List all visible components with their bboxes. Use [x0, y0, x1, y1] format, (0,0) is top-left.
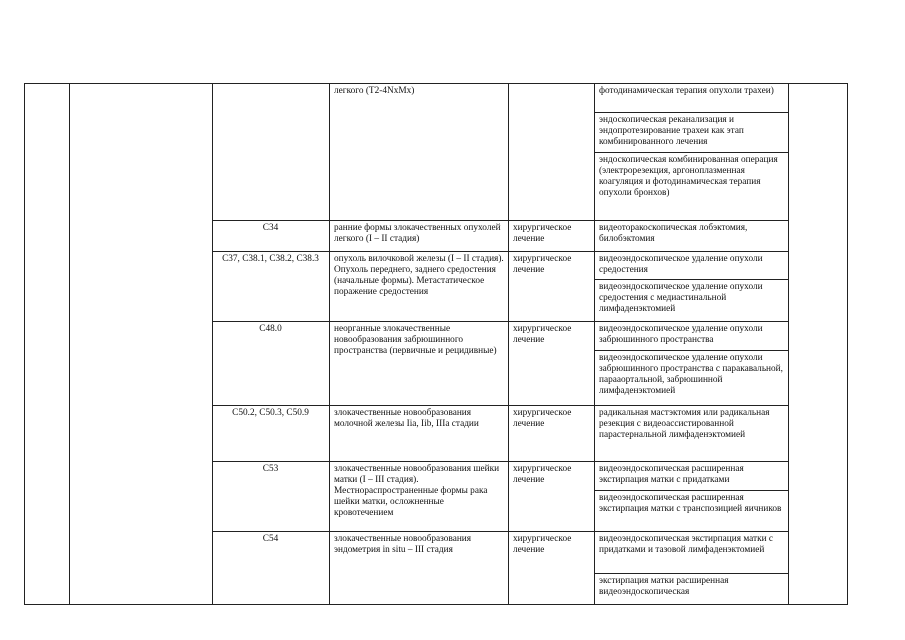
method-separator	[594, 112, 789, 113]
method-cell: видеоэндоскопическая расширенная экстирпация матки с придатками	[599, 464, 744, 485]
method-separator	[594, 152, 789, 153]
treatment-cell: хирургическое лечение	[513, 534, 572, 555]
row-separator	[212, 531, 789, 532]
diagnosis-cell: ранние формы злокачественных опухолей легкого (I – II стадия)	[334, 223, 501, 244]
column-divider	[788, 83, 789, 604]
table-border-left	[24, 83, 25, 604]
method-separator	[594, 573, 789, 574]
method-cell: видеоэндоскопическое удаление опухоли забрюшинного пространства с паракавальной, парааортальной, забрюшинной лимфаденэктомией	[599, 353, 783, 396]
diagnosis-cell: легкого (T2-4NxMx)	[334, 86, 415, 96]
code-cell: C34	[262, 223, 279, 233]
diagnosis-cell: злокачественные новообразования молочной железы Iia, Iib, IIIa стадии	[334, 408, 479, 429]
method-cell: фотодинамическая терапия опухоли трахеи)	[599, 86, 774, 96]
method-cell: эндоскопическая комбинированная операция (электрорезекция, аргоноплазменная коагуляция и фотодинамическая терапия опухоли бронхов)	[599, 155, 778, 198]
treatment-cell: хирургическое лечение	[513, 223, 572, 244]
method-cell: радикальная мастэктомия или радикальная резекция с видеоассистированной парастернальной лимфаденэктомией	[599, 408, 770, 440]
row-separator	[212, 321, 789, 322]
diagnosis-cell: злокачественные новообразования шейки матки (I – III стадия). Местнораспространенные формы рака шейки матки, осложненные кровотечением	[334, 464, 500, 518]
diagnosis-cell: неорганные злокачественные новообразования забрюшинного пространства (первичные и рецидивные)	[334, 324, 497, 356]
diagnosis-cell: опухоль вилочковой железы (I – II стадия). Опухоль переднего, заднего средостения (начальные формы). Метастатическое поражение средостения	[334, 254, 504, 297]
row-separator	[212, 405, 789, 406]
code-cell: C48.0	[259, 324, 282, 334]
code-cell: C50.2, C50.3, C50.9	[232, 408, 309, 418]
code-cell: C53	[262, 464, 279, 474]
row-separator	[212, 461, 789, 462]
treatment-cell: хирургическое лечение	[513, 408, 572, 429]
method-cell: видеоэндоскопическое удаление опухоли забрюшинного пространства	[599, 324, 763, 345]
row-separator	[212, 220, 789, 221]
column-divider	[508, 83, 509, 604]
method-cell: видеоэндоскопическое удаление опухоли средостения	[599, 254, 763, 275]
method-cell: экстирпация матки расширенная видеоэндоскопическая	[599, 576, 729, 597]
column-divider	[329, 83, 330, 604]
method-separator	[594, 279, 789, 280]
column-divider	[69, 83, 70, 604]
treatment-cell: хирургическое лечение	[513, 254, 572, 275]
code-cell: C37, C38.1, C38.2, C38.3	[222, 254, 319, 264]
method-cell: видеоэндоскопическая расширенная экстирпация матки с транспозицией яичников	[599, 493, 782, 514]
table-border-bottom	[24, 604, 848, 605]
column-divider	[594, 83, 595, 604]
method-separator	[594, 350, 789, 351]
row-separator	[212, 251, 789, 252]
column-divider	[212, 83, 213, 604]
treatment-cell: хирургическое лечение	[513, 464, 572, 485]
method-cell: видеоэндоскопическая экстирпация матки с придатками и тазовой лимфаденэктомией	[599, 534, 774, 555]
table-border-right	[847, 83, 848, 604]
method-separator	[594, 490, 789, 491]
treatment-cell: хирургическое лечение	[513, 324, 572, 345]
method-cell: эндоскопическая реканализация и эндопротезирование трахеи как этап комбинированного лечения	[599, 115, 744, 147]
diagnosis-cell: злокачественные новообразования эндометрия in situ – III стадия	[334, 534, 472, 555]
table-border-top	[24, 83, 848, 84]
method-cell: видеоэндоскопическое удаление опухоли средостения с медиастинальной лимфаденэктомией	[599, 282, 763, 314]
method-cell: видеоторакоскопическая лобэктомия, билобэктомия	[599, 223, 748, 244]
code-cell: C54	[262, 534, 279, 544]
